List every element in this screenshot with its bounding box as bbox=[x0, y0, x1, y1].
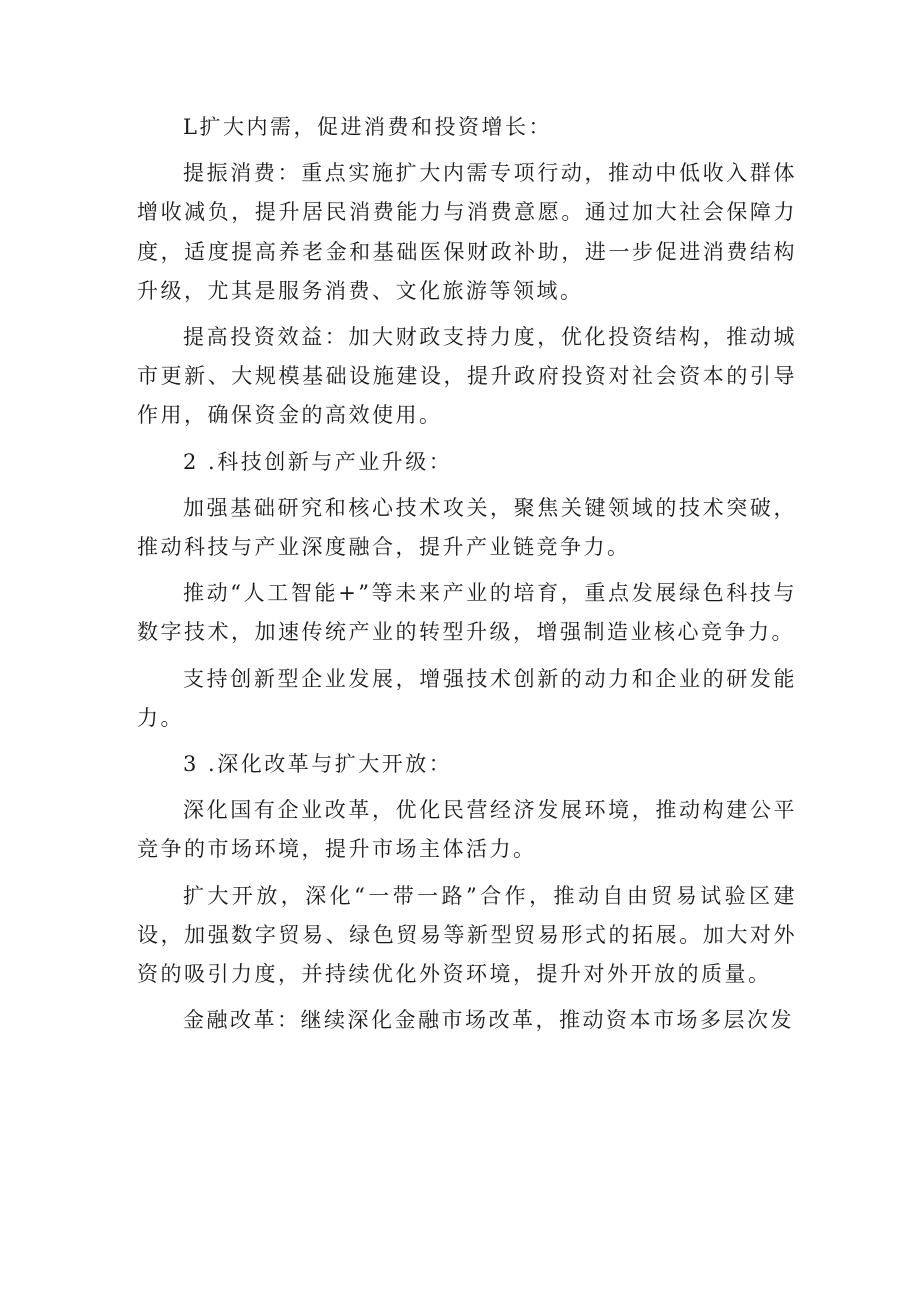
section-heading-2: 2 .科技创新与产业升级： bbox=[183, 449, 453, 474]
paragraph-opening-up: 扩大开放，深化“一带一路”合作，推动自由贸易试验区建设，加强数字贸易、绿色贸易等新型贸易形式的拓展。加大对外资的吸引力度，并持续优化外资环境，提升对外开放的质量。 bbox=[137, 883, 797, 987]
paragraph-soe-reform: 深化国有企业改革，优化民营经济发展环境，推动构建公平竞争的市场环境，提升市场主体活力。 bbox=[137, 798, 797, 862]
section-heading-1: L扩大内需，促进消费和投资增长： bbox=[183, 115, 552, 139]
paragraph-innovative-enterprises: 支持创新型企业发展，增强技术创新的动力和企业的研发能力。 bbox=[137, 666, 797, 730]
paragraph-investment-efficiency: 提高投资效益：加大财政支持力度，优化投资结构，推动城市更新、大规模基础设施建设，提升政府投资对社会资本的引导作用，确保资金的高效使用。 bbox=[137, 325, 797, 428]
paragraph-boost-consumption: 提振消费：重点实施扩大内需专项行动，推动中低收入群体增收减负，提升居民消费能力与消费意愿。通过加大社会保障力度，适度提高养老金和基础医保财政补助，进一步促进消费结构升级，尤其是服务消费、文化旅游等领域。 bbox=[137, 161, 797, 303]
document-body bbox=[137, 108, 797, 1040]
paragraph-ai-plus: 推动“人工智能+”等未来产业的培育，重点发展绿色科技与数字技术，加速传统产业的转型升级，增强制造业核心竞争力。 bbox=[137, 581, 797, 645]
section-heading-3: 3 .深化改革与扩大开放： bbox=[183, 752, 453, 777]
paragraph-financial-reform: 金融改革：继续深化金融市场改革，推动资本市场多层次发 bbox=[183, 1008, 794, 1033]
paragraph-basic-research: 加强基础研究和核心技术攻关，聚焦关键领域的技术突破，推动科技与产业深度融合，提升产业链竞争力。 bbox=[137, 495, 797, 560]
